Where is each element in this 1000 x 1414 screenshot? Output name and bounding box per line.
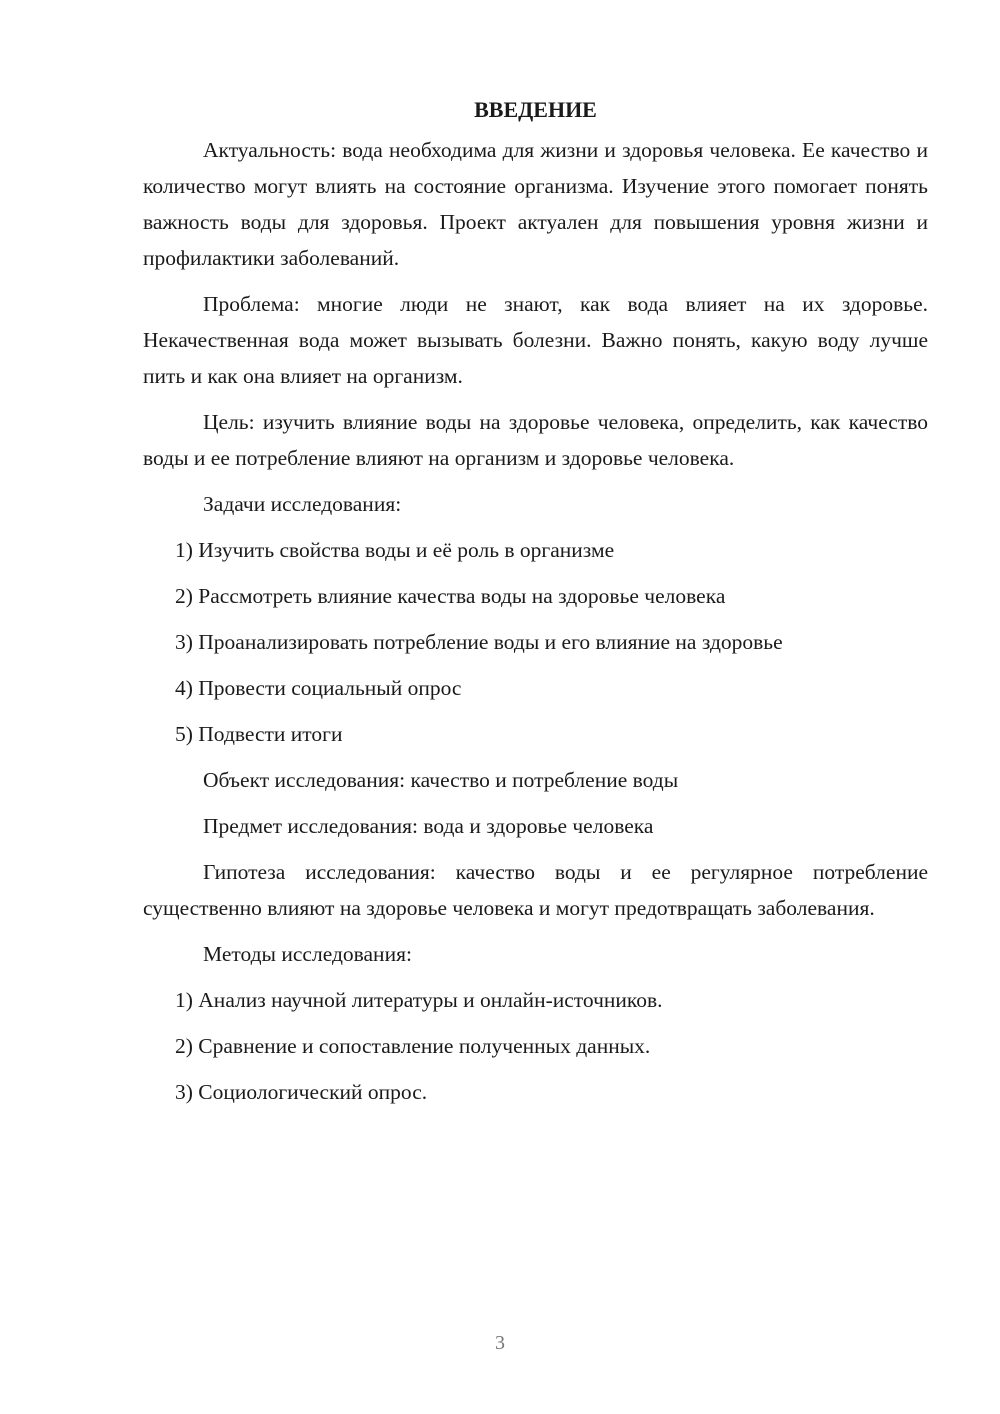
method-item-2: 2) Сравнение и сопоставление полученных данных. <box>175 1034 651 1058</box>
section-heading: ВВЕДЕНИЕ <box>474 97 597 122</box>
task-item-3: 3) Проанализировать потребление воды и его влияние на здоровье <box>175 630 783 654</box>
tasks-title: Задачи исследования: <box>203 492 402 516</box>
relevance-paragraph: Актуальность: вода необходима для жизни и здоровья человека. Ее качество и количество могут влиять на состояние организма. Изучение этого помогает понять важность воды для здоровья. Проект актуален для повышения уровня жизни и профилактики заболеваний. <box>143 138 928 270</box>
task-item-5: 5) Подвести итоги <box>175 722 343 746</box>
goal-paragraph: Цель: изучить влияние воды на здоровье человека, определить, как качество воды и ее потребление влияют на организм и здоровье человека. <box>143 410 928 470</box>
subject-paragraph: Предмет исследования: вода и здоровье человека <box>203 814 654 838</box>
method-item-1: 1) Анализ научной литературы и онлайн-источников. <box>175 988 663 1012</box>
problem-paragraph: Проблема: многие люди не знают, как вода влияет на их здоровье. Некачественная вода может вызывать болезни. Важно понять, какую воду лучше пить и как она влияет на организм. <box>143 292 928 388</box>
task-item-2: 2) Рассмотреть влияние качества воды на здоровье человека <box>175 584 726 608</box>
document-page <box>143 94 928 1120</box>
object-paragraph: Объект исследования: качество и потребление воды <box>203 768 679 792</box>
page-number: 3 <box>495 1332 505 1354</box>
methods-title: Методы исследования: <box>203 942 412 966</box>
hypothesis-paragraph: Гипотеза исследования: качество воды и ее регулярное потребление существенно влияют на здоровье человека и могут предотвращать заболевания. <box>143 860 928 920</box>
method-item-3: 3) Социологический опрос. <box>175 1080 428 1104</box>
task-item-1: 1) Изучить свойства воды и её роль в организме <box>175 538 615 562</box>
task-item-4: 4) Провести социальный опрос <box>175 676 462 700</box>
